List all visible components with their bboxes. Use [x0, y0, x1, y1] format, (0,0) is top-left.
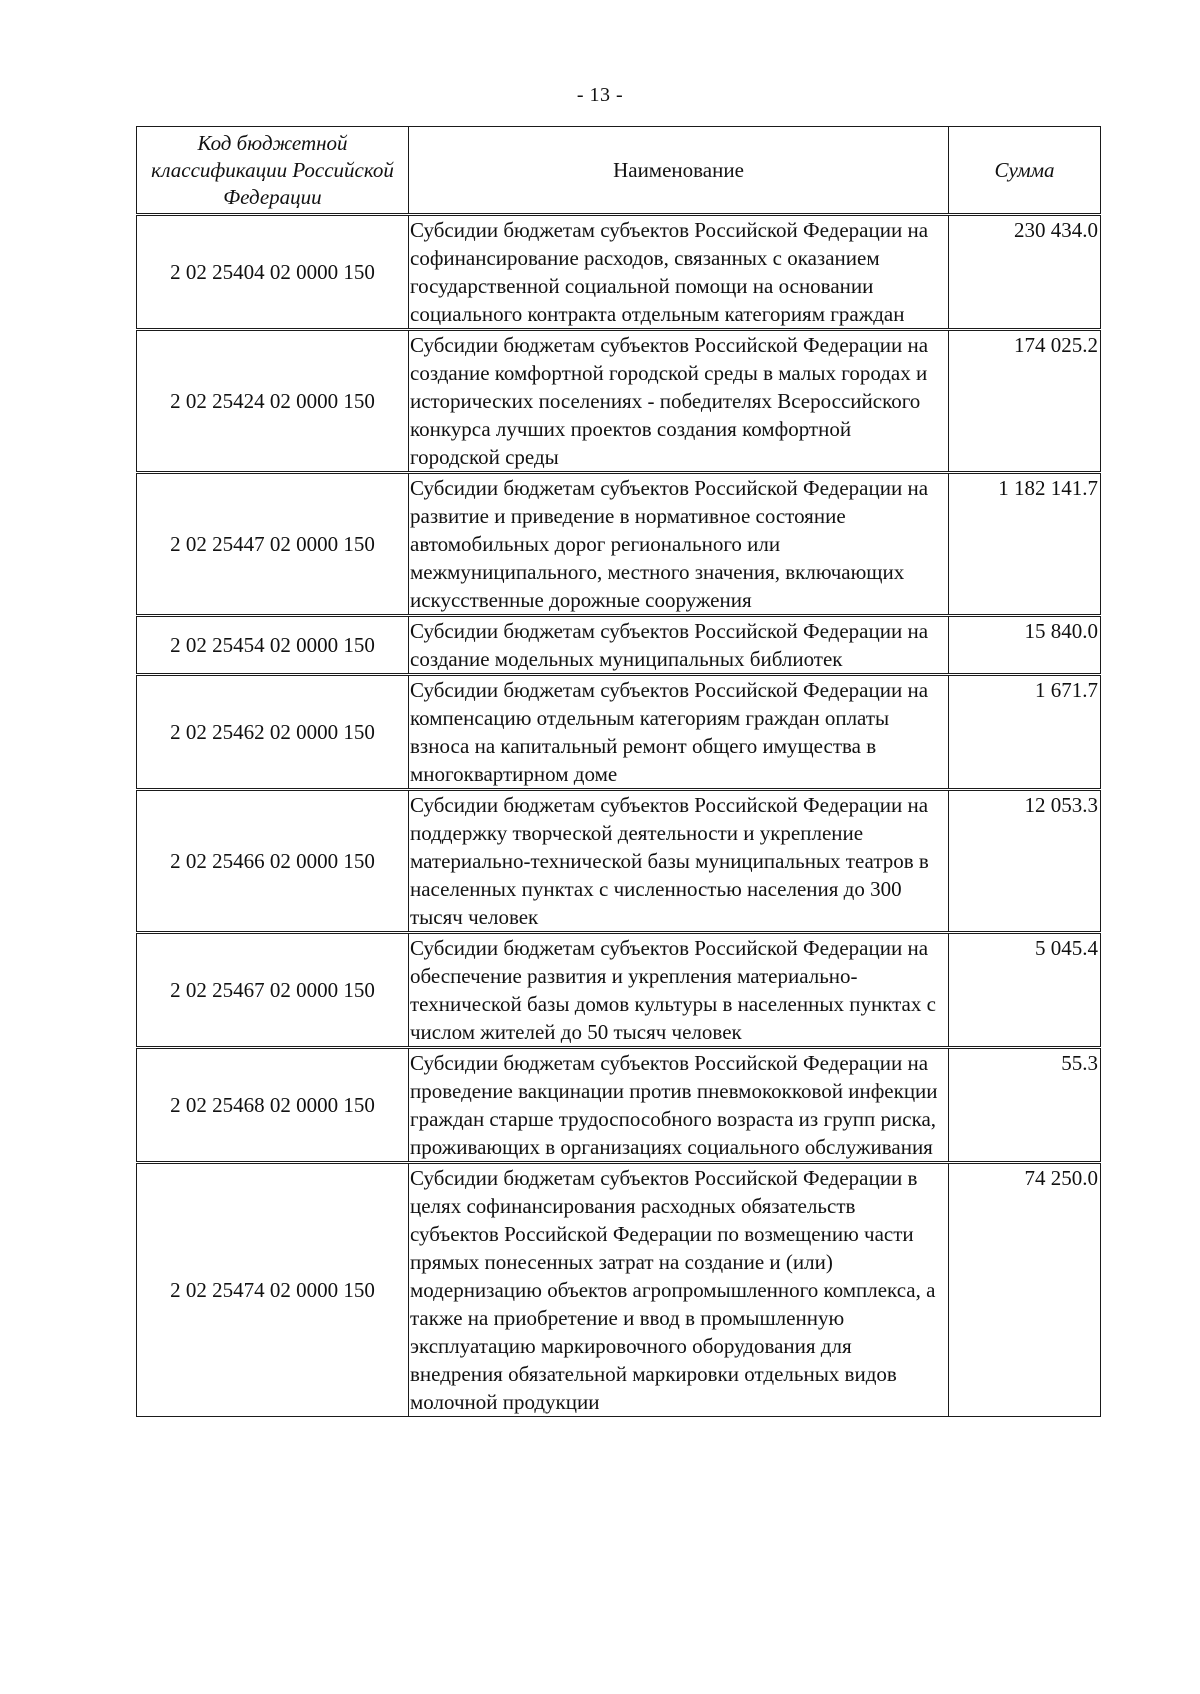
table-row	[137, 675, 1101, 790]
table-header-row	[137, 127, 1101, 215]
row-sum: 5 045.4	[949, 933, 1101, 1048]
row-name: Субсидии бюджетам субъектов Российской Федерации на создание модельных муниципальных библиотек	[409, 616, 949, 675]
row-name: Субсидии бюджетам субъектов Российской Федерации на компенсацию отдельным категориям граждан оплаты взноса на капитальный ремонт общего имущества в многоквартирном доме	[409, 675, 949, 790]
header-name: Наименование	[409, 127, 949, 215]
page-number: - 13 -	[576, 84, 624, 106]
table-row	[137, 330, 1101, 473]
table-row	[137, 616, 1101, 675]
row-sum: 15 840.0	[949, 616, 1101, 675]
row-sum: 1 182 141.7	[949, 473, 1101, 616]
row-sum: 230 434.0	[949, 215, 1101, 330]
budget-classification-table	[136, 126, 1101, 1417]
table-row	[137, 473, 1101, 616]
row-name: Субсидии бюджетам субъектов Российской Федерации на создание комфортной городской среды в малых городах и исторических поселениях - победителях Всероссийского конкурса лучших проектов создания комфортной городской среды	[409, 330, 949, 473]
row-code: 2 02 25424 02 0000 150	[137, 330, 409, 473]
row-name: Субсидии бюджетам субъектов Российской Федерации на обеспечение развития и укрепления материально-технической базы домов культуры в населенных пунктах с числом жителей до 50 тысяч человек	[409, 933, 949, 1048]
row-sum: 74 250.0	[949, 1163, 1101, 1417]
row-code: 2 02 25466 02 0000 150	[137, 790, 409, 933]
table-row	[137, 933, 1101, 1048]
row-sum: 1 671.7	[949, 675, 1101, 790]
table-row	[137, 215, 1101, 330]
row-name: Субсидии бюджетам субъектов Российской Федерации на поддержку творческой деятельности и укрепление материально-технической базы муниципальных театров в населенных пунктах с численностью населения до 300 тысяч человек	[409, 790, 949, 933]
row-code: 2 02 25468 02 0000 150	[137, 1048, 409, 1163]
row-name: Субсидии бюджетам субъектов Российской Федерации на развитие и приведение в нормативное состояние автомобильных дорог регионального или межмуниципального, местного значения, включающих искусственные дорожные сооружения	[409, 473, 949, 616]
table-row	[137, 790, 1101, 933]
row-name: Субсидии бюджетам субъектов Российской Федерации в целях софинансирования расходных обязательств субъектов Российской Федерации по возмещению части прямых понесенных затрат на создание и (или) модернизацию объектов агропромышленного комплекса, а также на приобретение и ввод в промышленную эксплуатацию маркировочного оборудования для внедрения обязательной маркировки отдельных видов молочной продукции	[409, 1163, 949, 1417]
row-sum: 55.3	[949, 1048, 1101, 1163]
row-code: 2 02 25474 02 0000 150	[137, 1163, 409, 1417]
row-code: 2 02 25462 02 0000 150	[137, 675, 409, 790]
row-code: 2 02 25447 02 0000 150	[137, 473, 409, 616]
row-code: 2 02 25404 02 0000 150	[137, 215, 409, 330]
header-sum: Сумма	[949, 127, 1101, 215]
table-row	[137, 1163, 1101, 1417]
row-code: 2 02 25467 02 0000 150	[137, 933, 409, 1048]
row-code: 2 02 25454 02 0000 150	[137, 616, 409, 675]
table-row	[137, 1048, 1101, 1163]
row-name: Субсидии бюджетам субъектов Российской Федерации на софинансирование расходов, связанных с оказанием государственной социальной помощи на основании социального контракта отдельным категориям граждан	[409, 215, 949, 330]
row-sum: 174 025.2	[949, 330, 1101, 473]
header-code: Код бюджетной классификации Российской Федерации	[137, 127, 409, 215]
row-sum: 12 053.3	[949, 790, 1101, 933]
row-name: Субсидии бюджетам субъектов Российской Федерации на проведение вакцинации против пневмококковой инфекции граждан старше трудоспособного возраста из групп риска, проживающих в организациях социального обслуживания	[409, 1048, 949, 1163]
